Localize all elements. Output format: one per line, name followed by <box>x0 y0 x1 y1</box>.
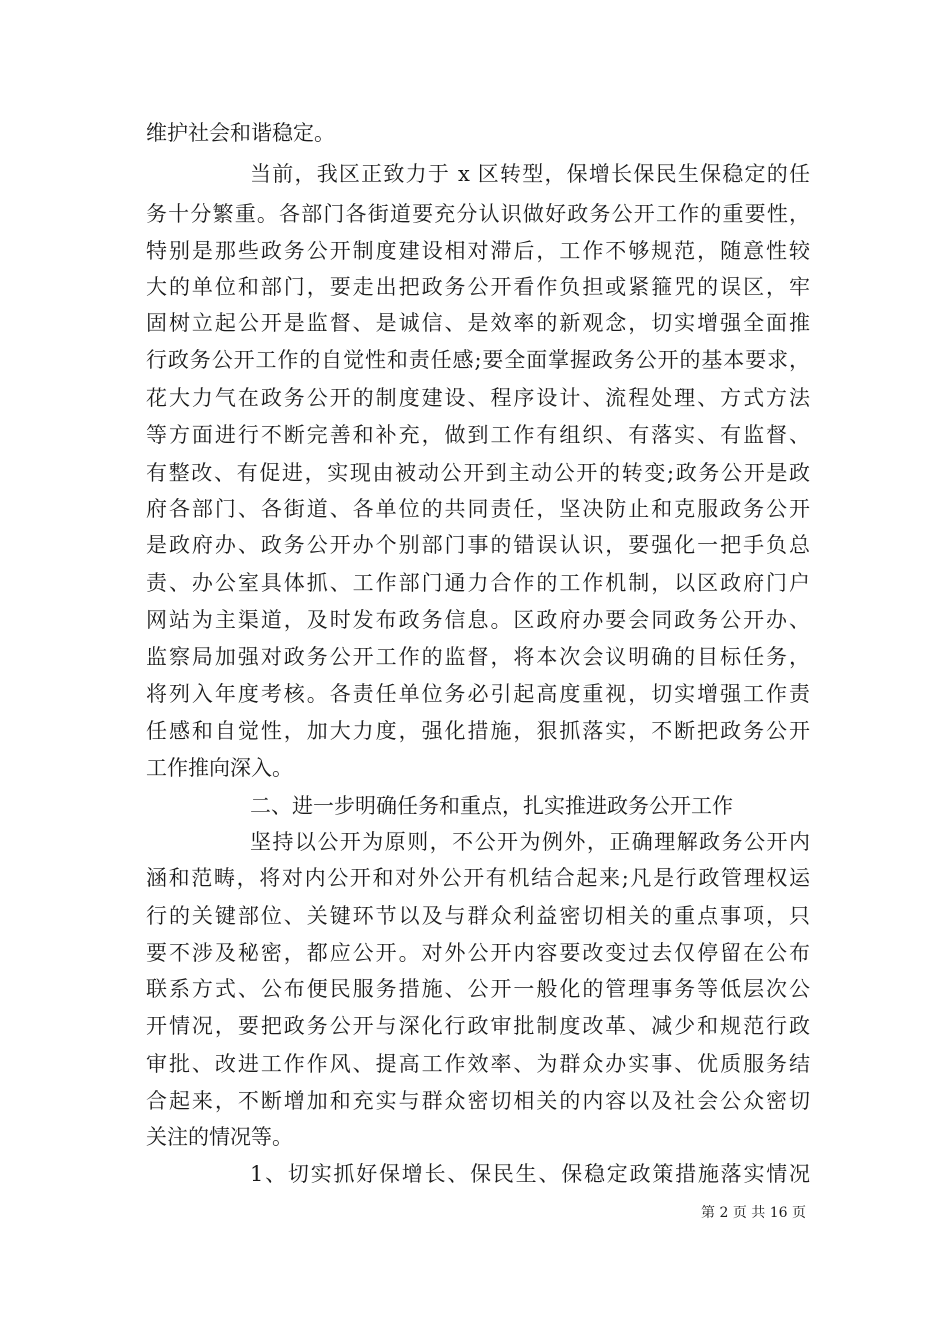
paragraph-first-line: 坚持以公开为原则，不公开为例外，正确理解政务公开内 <box>250 830 810 854</box>
text-line: 网站为主渠道，及时发布政务信息。区政府办要会同政务公开办、 <box>146 608 810 632</box>
text-line: 涵和范畴，将对内公开和对外公开有机结合起来;凡是行政管理权运 <box>146 866 810 890</box>
text-line: 开情况，要把政务公开与深化行政审批制度改革、减少和规范行政 <box>146 1014 810 1038</box>
text-line: 府各部门、各街道、各单位的共同责任，坚决防止和克服政务公开 <box>146 497 810 521</box>
text-line: 行的关键部位、关键环节以及与群众利益密切相关的重点事项，只 <box>146 904 810 928</box>
text-line: 合起来，不断增加和充实与群众密切相关的内容以及社会公众密切 <box>146 1089 810 1113</box>
text-line: 花大力气在政务公开的制度建设、程序设计、流程处理、方式方法 <box>146 386 810 410</box>
paragraph-first-line: 当前，我区正致力于 x 区转型，保增长保民生保稳定的任 <box>250 162 810 186</box>
text-line: 大的单位和部门，要走出把政务公开看作负担或紧箍咒的误区，牢 <box>146 275 810 299</box>
text-line: 监察局加强对政务公开工作的监督，将本次会议明确的目标任务， <box>146 645 810 669</box>
text-line: 维护社会和谐稳定。 <box>146 121 335 145</box>
subsection-heading: 1、切实抓好保增长、保民生、保稳定政策措施落实情况 <box>250 1162 810 1186</box>
text-line: 关注的情况等。 <box>146 1125 293 1149</box>
text-line: 审批、改进工作作风、提高工作效率、为群众办实事、优质服务结 <box>146 1052 810 1076</box>
section-heading: 二、进一步明确任务和重点，扎实推进政务公开工作 <box>250 794 733 818</box>
text-line: 要不涉及秘密，都应公开。对外公开内容要改变过去仅停留在公布 <box>146 941 810 965</box>
text-line: 责、办公室具体抓、工作部门通力合作的工作机制，以区政府门户 <box>146 571 810 595</box>
text-line: 有整改、有促进，实现由被动公开到主动公开的转变;政务公开是政 <box>146 461 810 485</box>
text-line: 等方面进行不断完善和补充，做到工作有组织、有落实、有监督、 <box>146 423 810 447</box>
page-number-footer: 第 2 页 共 16 页 <box>701 1205 806 1221</box>
text-line: 任感和自觉性，加大力度，强化措施，狠抓落实，不断把政务公开 <box>146 719 810 743</box>
text-line: 固树立起公开是监督、是诚信、是效率的新观念，切实增强全面推 <box>146 311 810 335</box>
text-line: 务十分繁重。各部门各街道要充分认识做好政务公开工作的重要性， <box>146 202 810 226</box>
text-line: 联系方式、公布便民服务措施、公开一般化的管理事务等低层次公 <box>146 977 810 1001</box>
text-line: 特别是那些政务公开制度建设相对滞后，工作不够规范，随意性较 <box>146 239 810 263</box>
text-line: 工作推向深入。 <box>146 756 293 780</box>
text-line: 是政府办、政务公开办个别部门事的错误认识，要强化一把手负总 <box>146 533 810 557</box>
text-line: 将列入年度考核。各责任单位务必引起高度重视，切实增强工作责 <box>146 682 810 706</box>
text-line: 行政务公开工作的自觉性和责任感;要全面掌握政务公开的基本要求， <box>146 348 810 372</box>
